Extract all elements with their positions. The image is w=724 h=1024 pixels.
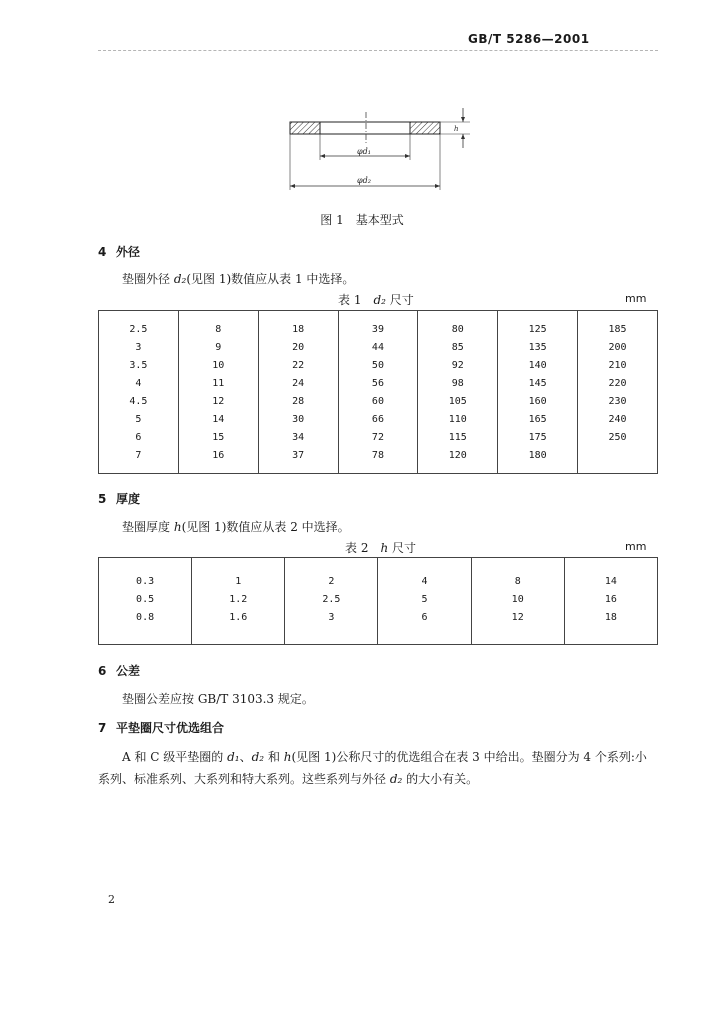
section-7-heading bbox=[98, 719, 224, 736]
section-number: 4 bbox=[98, 245, 107, 259]
table-cell: 220 bbox=[608, 378, 627, 389]
figure-caption: 图 1 基本型式 bbox=[320, 213, 404, 227]
table-cell: 22 bbox=[292, 360, 305, 371]
section-4-paragraph: 垫圈外径 d₂(见图 1)数值应从表 1 中选择。 bbox=[122, 272, 355, 286]
section-6-heading bbox=[98, 662, 140, 679]
table-cell: 6 bbox=[421, 612, 428, 623]
table-2-unit: mm bbox=[625, 540, 647, 553]
section-5-paragraph: 垫圈厚度 h(见图 1)数值应从表 2 中选择。 bbox=[122, 520, 350, 534]
table-cell: 4 bbox=[135, 378, 142, 389]
table-column bbox=[258, 311, 338, 474]
hatched-section-left bbox=[290, 122, 320, 134]
table-cell: 1 bbox=[235, 576, 242, 587]
table-column bbox=[498, 311, 578, 474]
table-cell: 105 bbox=[448, 396, 467, 407]
table-2-caption: 表 2 h 尺寸 bbox=[345, 541, 417, 555]
table-cell: 125 bbox=[528, 324, 547, 335]
table-cell: 72 bbox=[371, 432, 384, 443]
section-number: 6 bbox=[98, 664, 107, 678]
table-cell: 110 bbox=[448, 414, 467, 425]
inner-diameter-label: φd₁ bbox=[357, 147, 371, 156]
table-column bbox=[178, 311, 258, 474]
table-cell: 240 bbox=[608, 414, 627, 425]
table-cell: 175 bbox=[528, 432, 547, 443]
table-column bbox=[378, 558, 471, 645]
table-cell: 66 bbox=[371, 414, 384, 425]
table-1-caption: 表 1 d₂ 尺寸 bbox=[338, 293, 414, 307]
table-cell: 34 bbox=[292, 432, 305, 443]
table-cell: 10 bbox=[212, 360, 225, 371]
table-cell: 165 bbox=[528, 414, 547, 425]
table-cell: 14 bbox=[604, 576, 617, 587]
section-6-paragraph: 垫圈公差应按 GB/T 3103.3 规定。 bbox=[122, 692, 314, 706]
table-column bbox=[285, 558, 378, 645]
table-cell: 185 bbox=[608, 324, 627, 335]
table-cell: 78 bbox=[371, 450, 384, 461]
table-cell: 1.6 bbox=[229, 612, 248, 623]
table-cell: 7 bbox=[135, 450, 142, 461]
section-7-paragraph-line-1: A 和 C 级平垫圈的 d₁、d₂ 和 h(见图 1)公称尺寸的优选组合在表 3 中给出。垫圈分为 4 个系列:小 bbox=[122, 750, 647, 764]
section-4-heading bbox=[98, 243, 140, 260]
table-cell: 140 bbox=[528, 360, 547, 371]
table-cell: 16 bbox=[212, 450, 225, 461]
table-column bbox=[471, 558, 564, 645]
outer-diameter-label: φd₂ bbox=[357, 176, 371, 185]
table-cell: 3 bbox=[328, 612, 335, 623]
table-cell: 180 bbox=[528, 450, 547, 461]
table-cell: 56 bbox=[371, 378, 384, 389]
table-column bbox=[192, 558, 285, 645]
table-cell: 50 bbox=[371, 360, 384, 371]
section-7-paragraph-line-2: 系列、标准系列、大系列和特大系列。这些系列与外径 d₂ 的大小有关。 bbox=[98, 772, 479, 786]
table-cell: 0.8 bbox=[136, 612, 155, 623]
table-cell: 12 bbox=[511, 612, 524, 623]
table-cell: 3 bbox=[135, 342, 142, 353]
table-cell: 2 bbox=[328, 576, 335, 587]
table-cell: 230 bbox=[608, 396, 627, 407]
table-cell: 120 bbox=[448, 450, 467, 461]
table-cell: 250 bbox=[608, 432, 627, 443]
table-cell: 15 bbox=[212, 432, 225, 443]
table-cell: 60 bbox=[371, 396, 384, 407]
page-number: 2 bbox=[108, 893, 115, 906]
thickness-label: h bbox=[454, 125, 459, 133]
table-cell: 8 bbox=[514, 576, 521, 587]
table-cell: 37 bbox=[292, 450, 305, 461]
table-cell: 5 bbox=[421, 594, 428, 605]
table-cell: 6 bbox=[135, 432, 142, 443]
standard-code: GB/T 5286—2001 bbox=[468, 32, 590, 46]
table-column bbox=[338, 311, 418, 474]
table-cell: 4 bbox=[421, 576, 428, 587]
table-cell: 0.5 bbox=[136, 594, 155, 605]
section-title: 厚度 bbox=[116, 492, 141, 506]
table-1-unit: mm bbox=[625, 292, 647, 305]
table-1 bbox=[98, 310, 658, 474]
table-cell: 2.5 bbox=[322, 594, 341, 605]
table-cell: 18 bbox=[292, 324, 305, 335]
header-divider bbox=[98, 50, 658, 51]
table-cell: 98 bbox=[451, 378, 464, 389]
table-cell: 92 bbox=[451, 360, 464, 371]
table-cell: 1.2 bbox=[229, 594, 248, 605]
table-cell: 210 bbox=[608, 360, 627, 371]
table-cell: 10 bbox=[511, 594, 524, 605]
table-cell: 12 bbox=[212, 396, 225, 407]
section-title: 外径 bbox=[116, 245, 141, 259]
table-cell: 39 bbox=[371, 324, 384, 335]
table-cell: 2.5 bbox=[129, 324, 148, 335]
washer-figure bbox=[280, 100, 480, 200]
table-column bbox=[578, 311, 658, 474]
table-cell: 115 bbox=[448, 432, 467, 443]
table-cell: 80 bbox=[451, 324, 464, 335]
table-cell: 145 bbox=[528, 378, 547, 389]
hatched-section-right bbox=[410, 122, 440, 134]
section-number: 7 bbox=[98, 721, 107, 735]
table-cell: 0.3 bbox=[136, 576, 155, 587]
table-cell: 20 bbox=[292, 342, 305, 353]
table-cell: 135 bbox=[528, 342, 547, 353]
section-5-heading bbox=[98, 490, 140, 507]
table-cell: 30 bbox=[292, 414, 305, 425]
section-number: 5 bbox=[98, 492, 107, 506]
table-cell: 8 bbox=[215, 324, 222, 335]
table-cell: 24 bbox=[292, 378, 305, 389]
table-row bbox=[99, 558, 658, 645]
table-cell: 28 bbox=[292, 396, 305, 407]
section-title: 平垫圈尺寸优选组合 bbox=[116, 721, 225, 735]
table-column bbox=[99, 558, 192, 645]
section-title: 公差 bbox=[116, 664, 141, 678]
table-cell: 11 bbox=[212, 378, 225, 389]
table-cell: 85 bbox=[451, 342, 464, 353]
table-2 bbox=[98, 557, 658, 645]
table-cell: 14 bbox=[212, 414, 225, 425]
table-cell: 160 bbox=[528, 396, 547, 407]
table-cell: 5 bbox=[135, 414, 142, 425]
table-cell: 4.5 bbox=[129, 396, 148, 407]
table-cell: 18 bbox=[604, 612, 617, 623]
table-cell: 16 bbox=[604, 594, 617, 605]
table-cell: 200 bbox=[608, 342, 627, 353]
table-column bbox=[418, 311, 498, 474]
table-column bbox=[99, 311, 179, 474]
table-row bbox=[99, 311, 658, 474]
table-column bbox=[564, 558, 657, 645]
table-cell: 9 bbox=[215, 342, 222, 353]
table-cell: 3.5 bbox=[129, 360, 148, 371]
table-cell: 44 bbox=[371, 342, 384, 353]
